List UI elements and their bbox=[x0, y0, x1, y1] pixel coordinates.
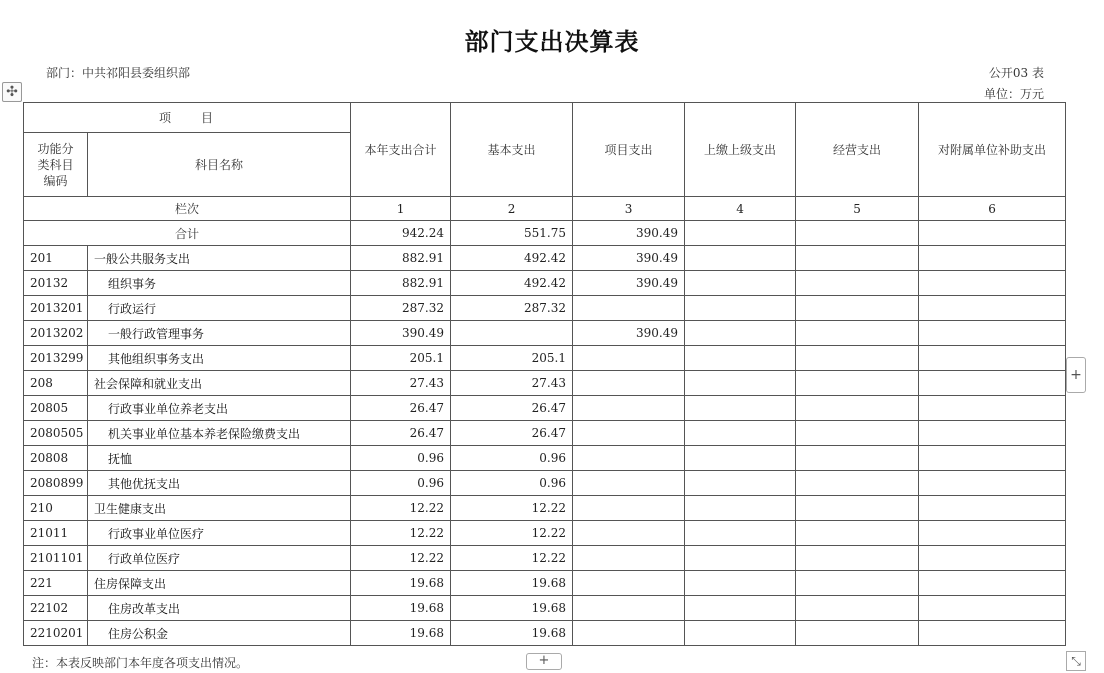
basic-cell[interactable]: 26.47 bbox=[451, 396, 573, 421]
header-project: 项目支出 bbox=[573, 103, 685, 197]
table-row bbox=[24, 296, 1066, 321]
total-label: 合计 bbox=[24, 221, 351, 246]
subject-name-cell[interactable]: 其他优抚支出 bbox=[88, 471, 351, 496]
total-cell[interactable]: 0.96 bbox=[351, 446, 451, 471]
business-cell[interactable] bbox=[796, 571, 919, 596]
header-subject-name: 科目名称 bbox=[88, 133, 351, 197]
project-cell[interactable] bbox=[573, 471, 685, 496]
business-cell[interactable] bbox=[796, 621, 919, 646]
func-code-cell[interactable]: 2210201 bbox=[24, 621, 88, 646]
column-number: 6 bbox=[919, 197, 1066, 221]
upper-cell[interactable] bbox=[685, 471, 796, 496]
project-cell[interactable] bbox=[573, 446, 685, 471]
subject-name-cell[interactable]: 住房公积金 bbox=[88, 621, 351, 646]
subsidy-cell[interactable] bbox=[919, 571, 1066, 596]
header-basic: 基本支出 bbox=[451, 103, 573, 197]
project-cell[interactable] bbox=[573, 496, 685, 521]
business-cell[interactable] bbox=[796, 396, 919, 421]
total-cell[interactable]: 882.91 bbox=[351, 271, 451, 296]
project-cell[interactable]: 390.49 bbox=[573, 246, 685, 271]
project-cell[interactable]: 390.49 bbox=[573, 271, 685, 296]
upper-cell[interactable] bbox=[685, 221, 796, 246]
project-cell[interactable] bbox=[573, 596, 685, 621]
project-cell[interactable] bbox=[573, 546, 685, 571]
subject-name-cell[interactable]: 一般行政管理事务 bbox=[88, 321, 351, 346]
project-cell[interactable] bbox=[573, 371, 685, 396]
subsidy-cell[interactable] bbox=[919, 596, 1066, 621]
table-row bbox=[24, 621, 1066, 646]
total-cell[interactable]: 0.96 bbox=[351, 471, 451, 496]
project-cell[interactable] bbox=[573, 396, 685, 421]
subject-name-cell[interactable]: 其他组织事务支出 bbox=[88, 346, 351, 371]
func-code-cell[interactable]: 2013299 bbox=[24, 346, 88, 371]
table-row bbox=[24, 271, 1066, 296]
func-code-cell[interactable]: 2080505 bbox=[24, 421, 88, 446]
business-cell[interactable] bbox=[796, 246, 919, 271]
basic-cell[interactable]: 19.68 bbox=[451, 596, 573, 621]
project-cell[interactable]: 390.49 bbox=[573, 221, 685, 246]
upper-cell[interactable] bbox=[685, 246, 796, 271]
subsidy-cell[interactable] bbox=[919, 221, 1066, 246]
basic-cell[interactable]: 26.47 bbox=[451, 421, 573, 446]
subject-name-cell[interactable]: 机关事业单位基本养老保险缴费支出 bbox=[88, 421, 351, 446]
total-cell[interactable]: 882.91 bbox=[351, 246, 451, 271]
business-cell[interactable] bbox=[796, 521, 919, 546]
column-number: 4 bbox=[685, 197, 796, 221]
subject-name-cell[interactable]: 行政运行 bbox=[88, 296, 351, 321]
business-cell[interactable] bbox=[796, 271, 919, 296]
department-label: 部门：中共祁阳县委组织部 bbox=[46, 66, 191, 80]
func-code-cell[interactable]: 208 bbox=[24, 371, 88, 396]
table-row bbox=[24, 446, 1066, 471]
subject-name-cell[interactable]: 住房改革支出 bbox=[88, 596, 351, 621]
header-func-code-line: 编码 bbox=[43, 173, 68, 188]
func-code-cell[interactable]: 20808 bbox=[24, 446, 88, 471]
add-row-button[interactable]: + bbox=[526, 653, 562, 670]
business-cell[interactable] bbox=[796, 221, 919, 246]
total-cell[interactable]: 942.24 bbox=[351, 221, 451, 246]
header-func-code-line: 功能分 bbox=[37, 141, 74, 156]
table-row bbox=[24, 246, 1066, 271]
subsidy-cell[interactable] bbox=[919, 621, 1066, 646]
business-cell[interactable] bbox=[796, 446, 919, 471]
total-cell[interactable]: 27.43 bbox=[351, 371, 451, 396]
add-column-button[interactable]: + bbox=[1066, 357, 1086, 393]
subsidy-cell[interactable] bbox=[919, 346, 1066, 371]
upper-cell[interactable] bbox=[685, 571, 796, 596]
basic-cell[interactable]: 492.42 bbox=[451, 246, 573, 271]
table-row bbox=[24, 371, 1066, 396]
business-cell[interactable] bbox=[796, 321, 919, 346]
subsidy-cell[interactable] bbox=[919, 446, 1066, 471]
subsidy-cell[interactable] bbox=[919, 296, 1066, 321]
subject-name-cell[interactable]: 社会保障和就业支出 bbox=[88, 371, 351, 396]
business-cell[interactable] bbox=[796, 546, 919, 571]
column-number: 3 bbox=[573, 197, 685, 221]
basic-cell[interactable] bbox=[451, 321, 573, 346]
upper-cell[interactable] bbox=[685, 296, 796, 321]
total-cell[interactable]: 12.22 bbox=[351, 496, 451, 521]
basic-cell[interactable]: 0.96 bbox=[451, 471, 573, 496]
project-cell[interactable] bbox=[573, 296, 685, 321]
header-business: 经营支出 bbox=[796, 103, 919, 197]
func-code-cell[interactable]: 2013202 bbox=[24, 321, 88, 346]
basic-cell[interactable]: 19.68 bbox=[451, 621, 573, 646]
project-cell[interactable] bbox=[573, 621, 685, 646]
basic-cell[interactable]: 0.96 bbox=[451, 446, 573, 471]
header-func-code-line: 类科目 bbox=[37, 157, 74, 172]
func-code-cell[interactable]: 201 bbox=[24, 246, 88, 271]
subsidy-cell[interactable] bbox=[919, 371, 1066, 396]
total-cell[interactable]: 12.22 bbox=[351, 546, 451, 571]
total-cell[interactable]: 26.47 bbox=[351, 421, 451, 446]
header-subsidy: 对附属单位补助支出 bbox=[919, 103, 1066, 197]
business-cell[interactable] bbox=[796, 596, 919, 621]
column-number: 5 bbox=[796, 197, 919, 221]
upper-cell[interactable] bbox=[685, 271, 796, 296]
upper-cell[interactable] bbox=[685, 321, 796, 346]
subject-name-cell[interactable]: 住房保障支出 bbox=[88, 571, 351, 596]
func-code-cell[interactable]: 210 bbox=[24, 496, 88, 521]
func-code-cell[interactable]: 21011 bbox=[24, 521, 88, 546]
func-code-cell[interactable]: 20132 bbox=[24, 271, 88, 296]
table-row bbox=[24, 421, 1066, 446]
total-cell[interactable]: 205.1 bbox=[351, 346, 451, 371]
upper-cell[interactable] bbox=[685, 521, 796, 546]
table-row bbox=[24, 496, 1066, 521]
total-cell[interactable]: 287.32 bbox=[351, 296, 451, 321]
unit-label: 单位：万元 bbox=[983, 87, 1044, 101]
public-number-label: 公开03 表 bbox=[988, 66, 1044, 80]
header-item: 项 目 bbox=[24, 103, 351, 133]
subject-name-cell[interactable]: 一般公共服务支出 bbox=[88, 246, 351, 271]
business-cell[interactable] bbox=[796, 346, 919, 371]
upper-cell[interactable] bbox=[685, 346, 796, 371]
func-code-cell[interactable]: 2080899 bbox=[24, 471, 88, 496]
upper-cell[interactable] bbox=[685, 496, 796, 521]
upper-cell[interactable] bbox=[685, 396, 796, 421]
func-code-cell[interactable]: 221 bbox=[24, 571, 88, 596]
table-row bbox=[24, 521, 1066, 546]
total-cell[interactable]: 19.68 bbox=[351, 621, 451, 646]
basic-cell[interactable]: 12.22 bbox=[451, 546, 573, 571]
subject-name-cell[interactable]: 行政单位医疗 bbox=[88, 546, 351, 571]
project-cell[interactable] bbox=[573, 571, 685, 596]
table-row bbox=[24, 596, 1066, 621]
table-row bbox=[24, 321, 1066, 346]
business-cell[interactable] bbox=[796, 421, 919, 446]
basic-cell[interactable]: 27.43 bbox=[451, 371, 573, 396]
table-row bbox=[24, 546, 1066, 571]
subsidy-cell[interactable] bbox=[919, 246, 1066, 271]
table-move-icon[interactable]: ✣ bbox=[2, 82, 22, 102]
subsidy-cell[interactable] bbox=[919, 321, 1066, 346]
table-row bbox=[24, 396, 1066, 421]
subsidy-cell[interactable] bbox=[919, 271, 1066, 296]
business-cell[interactable] bbox=[796, 371, 919, 396]
subject-name-cell[interactable]: 组织事务 bbox=[88, 271, 351, 296]
subject-name-cell[interactable]: 卫生健康支出 bbox=[88, 496, 351, 521]
upper-cell[interactable] bbox=[685, 446, 796, 471]
subject-name-cell[interactable]: 抚恤 bbox=[88, 446, 351, 471]
expenditure-table bbox=[23, 102, 1066, 646]
column-number: 1 bbox=[351, 197, 451, 221]
header-func-code bbox=[24, 133, 88, 197]
table-row bbox=[24, 471, 1066, 496]
func-code-cell[interactable]: 22102 bbox=[24, 596, 88, 621]
func-code-cell[interactable]: 2101101 bbox=[24, 546, 88, 571]
basic-cell[interactable]: 551.75 bbox=[451, 221, 573, 246]
subsidy-cell[interactable] bbox=[919, 421, 1066, 446]
table-note: 注：本表反映部门本年度各项支出情况。 bbox=[32, 656, 249, 670]
total-cell[interactable]: 390.49 bbox=[351, 321, 451, 346]
project-cell[interactable] bbox=[573, 346, 685, 371]
subsidy-cell[interactable] bbox=[919, 471, 1066, 496]
business-cell[interactable] bbox=[796, 296, 919, 321]
header-total: 本年支出合计 bbox=[351, 103, 451, 197]
basic-cell[interactable]: 492.42 bbox=[451, 271, 573, 296]
basic-cell[interactable]: 19.68 bbox=[451, 571, 573, 596]
subsidy-cell[interactable] bbox=[919, 521, 1066, 546]
page-title: 部门支出决算表 bbox=[464, 28, 640, 56]
basic-cell[interactable]: 12.22 bbox=[451, 521, 573, 546]
business-cell[interactable] bbox=[796, 496, 919, 521]
subject-name-cell[interactable]: 行政事业单位医疗 bbox=[88, 521, 351, 546]
project-cell[interactable] bbox=[573, 421, 685, 446]
table-row bbox=[24, 571, 1066, 596]
upper-cell[interactable] bbox=[685, 621, 796, 646]
subsidy-cell[interactable] bbox=[919, 546, 1066, 571]
total-cell[interactable]: 12.22 bbox=[351, 521, 451, 546]
upper-cell[interactable] bbox=[685, 546, 796, 571]
project-cell[interactable]: 390.49 bbox=[573, 321, 685, 346]
basic-cell[interactable]: 287.32 bbox=[451, 296, 573, 321]
func-code-cell[interactable]: 20805 bbox=[24, 396, 88, 421]
total-row bbox=[24, 221, 1066, 246]
upper-cell[interactable] bbox=[685, 596, 796, 621]
column-number: 2 bbox=[451, 197, 573, 221]
upper-cell[interactable] bbox=[685, 371, 796, 396]
total-cell[interactable]: 19.68 bbox=[351, 571, 451, 596]
project-cell[interactable] bbox=[573, 521, 685, 546]
func-code-cell[interactable]: 2013201 bbox=[24, 296, 88, 321]
subject-name-cell[interactable]: 行政事业单位养老支出 bbox=[88, 396, 351, 421]
business-cell[interactable] bbox=[796, 471, 919, 496]
subsidy-cell[interactable] bbox=[919, 496, 1066, 521]
basic-cell[interactable]: 205.1 bbox=[451, 346, 573, 371]
table-resize-icon[interactable]: ⤡ bbox=[1066, 651, 1086, 671]
subsidy-cell[interactable] bbox=[919, 396, 1066, 421]
total-cell[interactable]: 26.47 bbox=[351, 396, 451, 421]
header-upper: 上缴上级支出 bbox=[685, 103, 796, 197]
total-cell[interactable]: 19.68 bbox=[351, 596, 451, 621]
basic-cell[interactable]: 12.22 bbox=[451, 496, 573, 521]
header-row-index: 栏次 bbox=[24, 197, 351, 221]
upper-cell[interactable] bbox=[685, 421, 796, 446]
table-row bbox=[24, 346, 1066, 371]
